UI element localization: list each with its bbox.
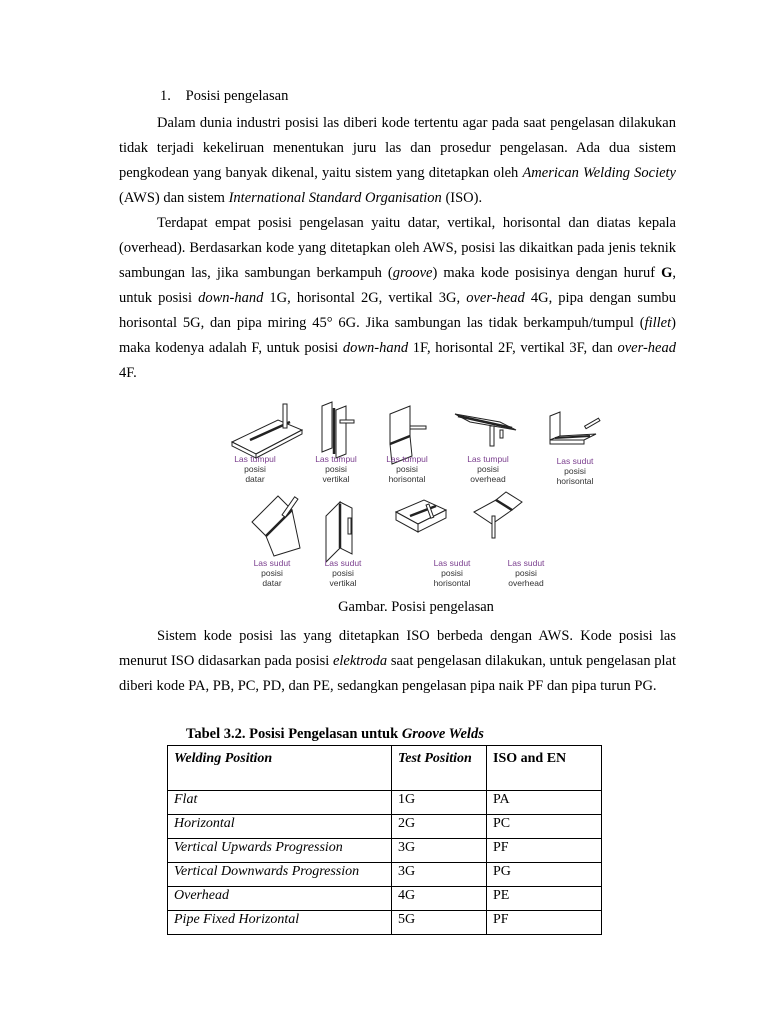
figure-caption: Gambar. Posisi pengelasan <box>338 599 494 615</box>
table-row <box>168 815 602 839</box>
column-header-test-position: Test Position <box>392 746 487 791</box>
table-cell: Vertical Upwards Progression <box>168 839 392 863</box>
label-butt-overhead-1: Las tumpul <box>467 454 509 464</box>
column-header-welding-position: Welding Position <box>168 746 392 791</box>
italic-run: fillet <box>644 315 672 331</box>
illustration-fillet-flat <box>252 496 300 556</box>
table-row <box>168 839 602 863</box>
text-run: saat pengelasan dilakukan, untuk pengelasan plat diberi kode PA, PB, PC, PD, dan PE, sedangkan pengelasan pipa naik PF dan pipa turun PG. <box>119 653 676 694</box>
italic-run: elektroda <box>332 653 388 669</box>
labels-bottom-row <box>254 558 545 588</box>
label-butt-vertical-1: Las tumpul <box>315 454 357 464</box>
table-cell: PC <box>487 815 602 839</box>
table-cell: 3G <box>392 863 487 887</box>
text-run: , untuk posisi <box>119 265 676 306</box>
table-cell: PE <box>487 887 602 911</box>
italic-run: over-head <box>617 340 676 356</box>
text-run: (AWS) dan sistem <box>119 190 229 206</box>
section-number: 1. <box>160 88 171 104</box>
illustration-butt-flat <box>232 404 302 458</box>
table-cell: PA <box>487 791 602 815</box>
paragraph-3 <box>119 624 676 699</box>
text-run: Sistem kode posisi las yang ditetapkan ISO berbeda dengan AWS. Kode posisi las menurut ISO didasarkan pada posisi <box>119 628 676 669</box>
illustration-fillet-horizontal-2 <box>396 500 446 532</box>
label-butt-vertical-2: posisi <box>325 464 347 474</box>
text-run: 1F, horisontal 2F, vertikal 3F, dan <box>408 340 618 356</box>
label-fillet-vertical-1: Las sudut <box>324 558 362 568</box>
label-fillet-overhead-3: overhead <box>508 578 544 588</box>
table-cell: Overhead <box>168 887 392 911</box>
label-fillet-horizontal-2: posisi <box>564 466 586 476</box>
table-cell: 3G <box>392 839 487 863</box>
text-run: 1G, horisontal 2G, vertikal 3G, <box>263 290 467 306</box>
section-heading <box>160 88 288 105</box>
welding-position-table <box>167 745 602 935</box>
label-butt-horizontal-2: posisi <box>396 464 418 474</box>
table-cell: Pipe Fixed Horizontal <box>168 911 392 935</box>
label-butt-vertical-3: vertikal <box>322 474 350 484</box>
label-fillet-vertical-3: vertikal <box>329 578 357 588</box>
table-cell: 2G <box>392 815 487 839</box>
bold-run: G <box>661 265 673 281</box>
illustration-fillet-overhead <box>474 492 522 538</box>
label-fillet-vertical-2: posisi <box>332 568 354 578</box>
label-butt-overhead-3: overhead <box>470 474 506 484</box>
text-run: 4G, pipa dengan sumbu horisontal 5G, dan pipa miring 45° 6G. Jika sambungan las tidak berkampuh/tumpul ( <box>119 290 676 331</box>
table-title <box>186 726 484 743</box>
text-run: ) maka kode posisinya dengan huruf <box>432 265 662 281</box>
text-run: Terdapat empat posisi pengelasan yaitu datar, vertikal, horisontal dan diatas kepala (overhead). Berdasarkan kode yang ditetapkan oleh AWS, posisi las dikaitkan pada jenis teknik sambungan las, jika sambungan berkampuh ( <box>119 215 676 281</box>
label-fillet-overhead-1: Las sudut <box>507 558 545 568</box>
label-butt-flat-2: posisi <box>244 464 266 474</box>
table-row <box>168 791 602 815</box>
table-cell: 4G <box>392 887 487 911</box>
label-fillet-horizontal-b-3: horisontal <box>433 578 471 588</box>
text-run: ) maka kodenya adalah F, untuk posisi <box>119 315 676 356</box>
illustration-fillet-horizontal <box>550 412 600 444</box>
table-cell: 1G <box>392 791 487 815</box>
italic-run: International Standard Organisation <box>228 190 442 206</box>
label-butt-overhead-2: posisi <box>477 464 499 474</box>
text-run: Dalam dunia industri posisi las diberi kode tertentu agar pada saat pengelasan dilakukan tidak terjadi kekeliruan menentukan juru las dan prosedur pengelasan. Ada dua sistem pengkodean yang banyak dikenal, yaitu sistem yang ditetapkan oleh <box>119 115 676 181</box>
table-title-text: Tabel 3.2. Posisi Pengelasan untuk <box>186 726 402 742</box>
label-butt-flat-1: Las tumpul <box>234 454 276 464</box>
table-row <box>168 911 602 935</box>
paragraph-1 <box>119 111 676 211</box>
illustration-fillet-vertical <box>326 502 352 562</box>
label-butt-flat-3: datar <box>245 474 265 484</box>
label-butt-horizontal-1: Las tumpul <box>386 454 428 464</box>
italic-run: down-hand <box>198 290 264 306</box>
label-fillet-horizontal-b-1: Las sudut <box>433 558 471 568</box>
text-run: 4F. <box>119 365 137 381</box>
label-butt-horizontal-3: horisontal <box>388 474 426 484</box>
label-fillet-flat-3: datar <box>262 578 282 588</box>
label-fillet-flat-1: Las sudut <box>253 558 291 568</box>
table-cell: 5G <box>392 911 487 935</box>
label-fillet-flat-2: posisi <box>261 568 283 578</box>
label-fillet-overhead-2: posisi <box>515 568 537 578</box>
italic-run: over-head <box>466 290 525 306</box>
table-cell: PF <box>487 839 602 863</box>
paragraph-2 <box>119 211 676 386</box>
table-title-italic: Groove Welds <box>401 726 484 742</box>
section-title: Posisi pengelasan <box>185 88 289 104</box>
italic-run: American Welding Society <box>522 165 676 181</box>
italic-run: groove <box>392 265 433 281</box>
labels-top-row <box>234 454 594 486</box>
text-run: (ISO). <box>441 190 483 206</box>
illustration-butt-vertical <box>322 402 354 458</box>
italic-run: down-hand <box>342 340 409 356</box>
welding-positions-figure <box>200 392 620 597</box>
column-header-iso-en: ISO and EN <box>487 746 602 791</box>
table-row <box>168 863 602 887</box>
label-fillet-horizontal-1: Las sudut <box>556 456 594 466</box>
table-cell: Vertical Downwards Progression <box>168 863 392 887</box>
illustration-butt-overhead <box>455 414 516 446</box>
table-cell: Horizontal <box>168 815 392 839</box>
label-fillet-horizontal-b-2: posisi <box>441 568 463 578</box>
table-row <box>168 887 602 911</box>
table-header-row <box>168 746 602 791</box>
table-cell: PG <box>487 863 602 887</box>
table-cell: PF <box>487 911 602 935</box>
label-fillet-horizontal-3: horisontal <box>556 476 594 486</box>
table-cell: Flat <box>168 791 392 815</box>
